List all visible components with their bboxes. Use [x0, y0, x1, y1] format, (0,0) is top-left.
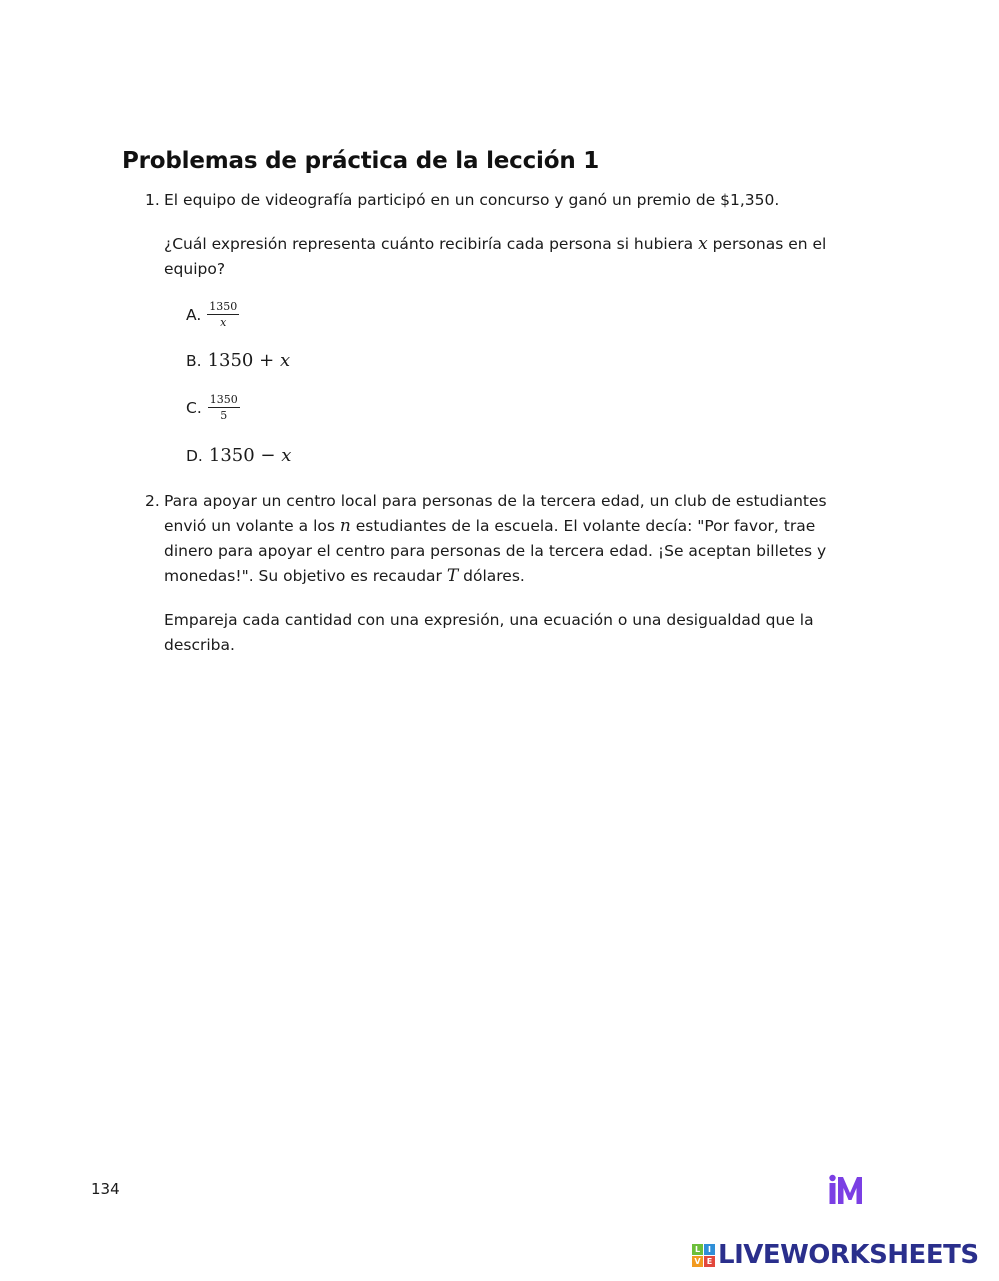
choice-d-variable: x — [281, 445, 292, 466]
choice-d-expression — [209, 445, 292, 466]
q2-text-a: Para apoyar un centro local para personas de la tercera edad, un club de estudiantes envió un volante a los — [164, 492, 827, 535]
page-title: Problemas de práctica de la lección 1 — [122, 148, 600, 174]
question-1-number: 1. — [145, 191, 160, 209]
page-number: 134 — [91, 1180, 120, 1198]
choice-c-numerator: 1350 — [209, 393, 238, 406]
choice-b-letter: B. — [186, 351, 202, 370]
q2-text-b: estudiantes de la escuela. El volante decía: "Por favor, trae dinero para apoyar el centro para personas de la tercera edad. ¡Se aceptan billetes y monedas!". Su objetivo es recaudar — [164, 517, 827, 585]
choice-d-number: 1350 — [208, 445, 255, 466]
q2-text-c: dólares. — [458, 567, 525, 585]
block-l: L — [692, 1244, 703, 1255]
choice-d-operator: − — [260, 445, 276, 466]
choice-d-letter: D. — [186, 446, 203, 465]
choice-a-numerator: 1350 — [209, 300, 238, 313]
prompt-text-a: ¿Cuál expresión representa cuánto recibiría cada persona si hubiera — [164, 235, 699, 253]
variable-x: x — [698, 234, 708, 254]
liveworksheets-logo[interactable] — [692, 1240, 979, 1270]
question-2-stem — [164, 489, 854, 589]
choice-c-denominator: 5 — [220, 409, 228, 422]
block-e: E — [704, 1256, 715, 1267]
block-v: V — [692, 1256, 703, 1267]
choice-c-fraction — [208, 393, 240, 422]
choice-c[interactable] — [186, 393, 240, 422]
block-i: I — [704, 1244, 715, 1255]
question-2-instruction: Empareja cada cantidad con una expresión, una ecuación o una desigualdad que la describa. — [164, 611, 814, 654]
choice-a-letter: A. — [186, 305, 202, 324]
question-1-prompt — [164, 232, 854, 282]
question-1-stem: El equipo de videografía participó en un concurso y ganó un premio de $1,350. — [164, 191, 780, 209]
im-logo — [828, 1174, 866, 1206]
liveworksheets-wordmark: LIVEWORKSHEETS — [718, 1240, 979, 1270]
question-2-number: 2. — [145, 492, 160, 510]
variable-n: n — [339, 516, 351, 536]
choice-b-number: 1350 — [207, 350, 254, 371]
liveworksheets-blocks-icon — [692, 1244, 715, 1267]
choice-d[interactable] — [186, 445, 291, 466]
choice-b-variable: x — [279, 350, 291, 371]
choice-a[interactable] — [186, 300, 239, 329]
choice-a-denominator: x — [220, 316, 227, 329]
choice-a-fraction — [207, 300, 239, 329]
choice-b[interactable] — [186, 350, 290, 371]
choice-b-operator: + — [259, 350, 275, 371]
prompt-text-b: personas en el equipo? — [164, 235, 827, 278]
variable-t: T — [446, 566, 459, 586]
choice-b-expression — [208, 350, 291, 371]
choice-c-letter: C. — [186, 398, 202, 417]
